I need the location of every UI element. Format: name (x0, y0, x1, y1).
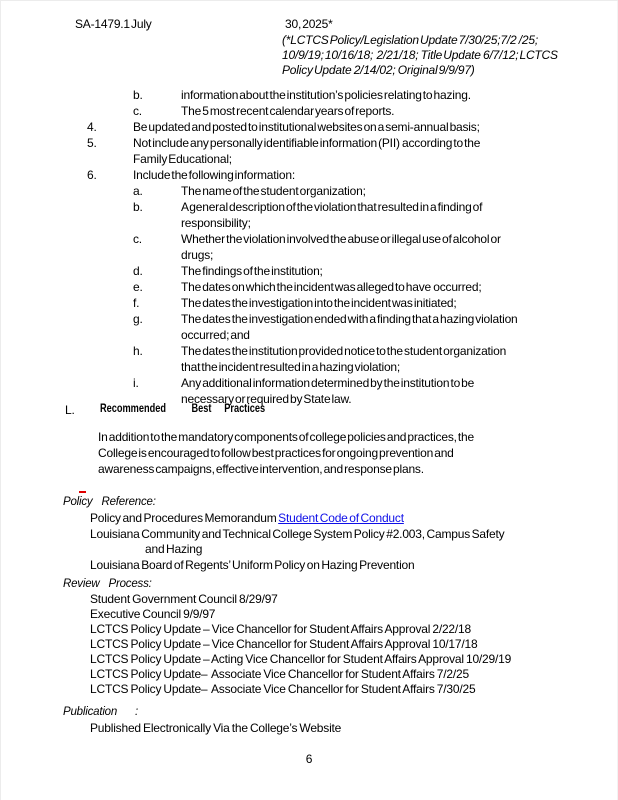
list-row (0, 168, 618, 184)
list-text: occurred; and (181, 328, 250, 342)
doc-id: SA-1479.1 July (75, 17, 152, 31)
deletion-mark (79, 491, 86, 493)
list-marker: a. (133, 184, 143, 198)
list-text: The dates on which the incident was alleged to have occurred; (181, 280, 482, 294)
list-row (0, 152, 618, 168)
list-text: The findings of the institution; (181, 264, 323, 278)
paragraph-line: awareness campaigns, effective intervention, and response plans. (98, 462, 424, 476)
review-process-line: Student Government Council 8/29/97 (90, 592, 278, 606)
list-text: Whether the violation involved the abuse or illegal use of alcohol or (181, 232, 501, 246)
policy-reference-line (90, 511, 504, 527)
list-text: Family Educational; (133, 152, 232, 166)
list-row (0, 296, 618, 312)
list-marker: b. (133, 200, 143, 214)
review-process-line: Executive Council 9/9/97 (90, 607, 216, 621)
body-paragraph (98, 430, 474, 478)
review-process-line: LCTCS Policy Update – Acting Vice Chancellor for Student Affairs Approval 10/29/19 (90, 652, 512, 666)
list-row (0, 200, 618, 216)
policy-reference-text: Louisiana Community and Technical College System Policy #2.003, Campus Safety (90, 526, 505, 541)
list-marker: 5. (87, 136, 97, 150)
list-marker: f. (133, 296, 140, 310)
list-text: Any additional information determined by the institution to be (181, 376, 475, 390)
list-row (0, 136, 618, 152)
list-text: The name of the student organization; (181, 184, 366, 198)
list-text: Not include any personally identifiable information (PII) according to the (133, 136, 481, 150)
list-text: A general description of the violation that resulted in a finding of (181, 200, 483, 214)
numbered-list (0, 88, 618, 408)
review-process-line: LCTCS Policy Update – Vice Chancellor for Student Affairs Approval 2/22/18 (90, 622, 471, 636)
revision-note (282, 33, 558, 78)
list-row (0, 184, 618, 200)
list-text: Include the following information: (133, 168, 295, 182)
list-row (0, 312, 618, 328)
list-row (0, 392, 618, 408)
policy-reference-label: Policy Reference: (63, 496, 156, 508)
paragraph-line: In addition to the mandatory components of college policies and practices, the (98, 430, 474, 444)
list-text: drugs; (181, 248, 214, 262)
list-row (0, 120, 618, 136)
list-marker: e. (133, 280, 143, 294)
list-marker: c. (133, 232, 142, 246)
list-row (0, 328, 618, 344)
list-row (0, 280, 618, 296)
list-marker: d. (133, 264, 143, 278)
review-process-line: LCTCS Policy Update– Associate Vice Chancellor for Student Affairs 7/30/25 (90, 682, 476, 696)
list-row (0, 232, 618, 248)
publication-label: Publication : (63, 706, 139, 718)
list-marker: b. (133, 88, 143, 102)
revision-note-line: 10/9/19; 10/16/18; 2/21/18; Title Update 6/7/12; LCTCS (282, 48, 558, 62)
review-process-line: LCTCS Policy Update– Associate Vice Chancellor for Student Affairs 7/2/25 (90, 667, 469, 681)
list-text: responsibility; (181, 216, 251, 230)
list-marker: c. (133, 104, 142, 118)
list-text: The dates the institution provided notice to the student organization (181, 344, 507, 358)
list-text: The 5 most recent calendar years of reports. (181, 104, 395, 118)
list-text: Be updated and posted to institutional websites on a semi-annual basis; (133, 120, 480, 134)
list-marker: 6. (87, 168, 97, 182)
list-row (0, 344, 618, 360)
list-text: that the incident resulted in a hazing violation; (181, 360, 401, 374)
review-process-line: LCTCS Policy Update – Vice Chancellor for Student Affairs Approval 10/17/18 (90, 637, 478, 651)
list-row (0, 264, 618, 280)
policy-reference-text: Louisiana Board of Regents’ Uniform Policy on Hazing Prevention (90, 557, 415, 572)
publication-line: Published Electronically Via the College’s Website (90, 721, 342, 735)
list-marker: 4. (87, 120, 97, 134)
list-row (0, 216, 618, 232)
policy-reference-text: Policy and Procedures Memorandum (90, 511, 279, 525)
header-date: 30, 2025* (285, 17, 333, 31)
list-row (0, 104, 618, 120)
list-row (0, 248, 618, 264)
page-number: 6 (305, 752, 313, 766)
policy-reference-line (145, 542, 504, 558)
list-marker: i. (133, 376, 139, 390)
publication-list (90, 721, 341, 736)
list-row (0, 88, 618, 104)
review-process-label: Review Process: (63, 578, 152, 590)
section-l-marker: L. (65, 403, 75, 417)
policy-reference-list (90, 511, 504, 573)
section-l-title: Recommended Best Practices (100, 403, 266, 415)
policy-reference-line (90, 527, 504, 543)
list-text: necessary or required by State law. (181, 392, 352, 406)
list-marker: g. (133, 312, 143, 326)
list-row (0, 360, 618, 376)
list-text: The dates the investigation ended with a finding that a hazing violation (181, 312, 518, 326)
list-row (0, 376, 618, 392)
list-text: information about the institution’s policies relating to hazing. (181, 88, 471, 102)
review-process-list (90, 592, 511, 697)
policy-reference-text: and Hazing (145, 542, 203, 556)
student-code-of-conduct-link[interactable]: Student Code of Conduct (278, 511, 404, 525)
paragraph-line: College is encouraged to follow best practices for ongoing prevention and (98, 446, 454, 460)
revision-note-line: Policy Update 2/14/02; Original 9/9/97) (282, 63, 475, 77)
list-text: The dates the investigation into the incident was initiated; (181, 296, 457, 310)
revision-note-line: (*LCTCS Policy/Legislation Update 7/30/25;7/2 /25; (282, 33, 538, 47)
list-marker: h. (133, 344, 143, 358)
policy-reference-line (90, 558, 504, 574)
